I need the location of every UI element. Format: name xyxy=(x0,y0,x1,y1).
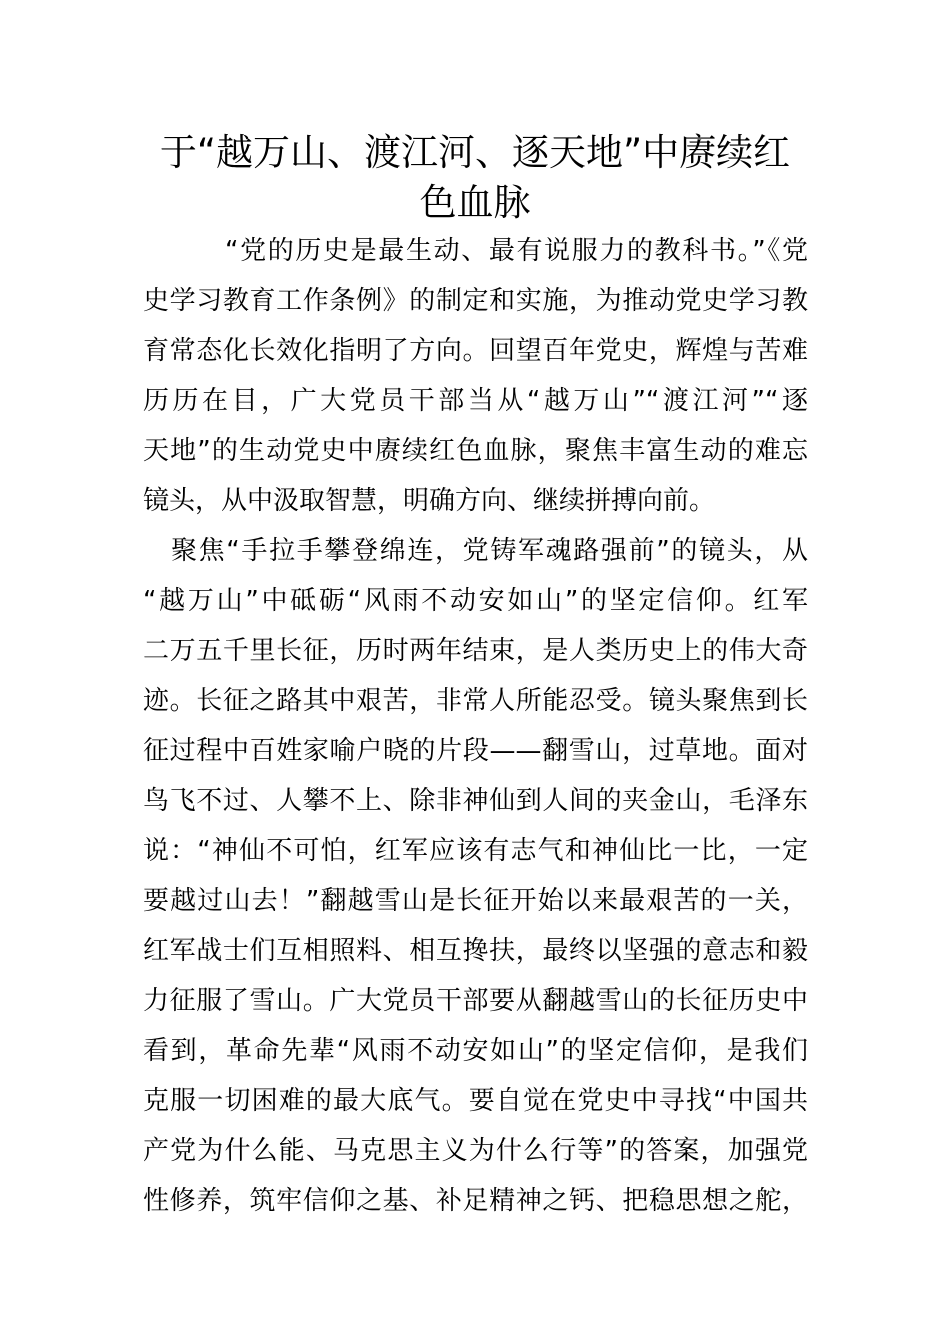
text-line: 红军战士们互相照料、相互搀扶，最终以坚强的意志和毅 xyxy=(143,936,808,966)
text-line: 二万五千里长征，历时两年结束，是人类历史上的伟大奇 xyxy=(143,636,808,666)
text-line: 克服一切困难的最大底气。要自觉在党史中寻找“中国共 xyxy=(143,1086,808,1116)
title-line: 色血脉 xyxy=(419,181,531,224)
text-line: 历历在目，广大党员干部当从“越万山”“渡江河”“逐 xyxy=(143,386,808,416)
paragraph-2 xyxy=(143,526,808,1226)
text-line: 说：“神仙不可怕，红军应该有志气和神仙比一比，一定 xyxy=(143,836,808,866)
text-line: 征过程中百姓家喻户晓的片段——翻雪山，过草地。面对 xyxy=(143,736,808,766)
text-line: 迹。长征之路其中艰苦，非常人所能忍受。镜头聚焦到长 xyxy=(143,686,808,716)
text-line: 育常态化长效化指明了方向。回望百年党史，辉煌与苦难 xyxy=(143,336,808,366)
text-line: 聚焦“手拉手攀登绵连，党铸军魂路强前”的镜头，从 xyxy=(171,536,808,566)
paragraph-1 xyxy=(143,226,808,526)
document-title xyxy=(140,128,810,228)
text-line: 鸟飞不过、人攀不上、除非神仙到人间的夹金山，毛泽东 xyxy=(143,786,808,816)
text-line: 要越过山去！”翻越雪山是长征开始以来最艰苦的一关， xyxy=(143,886,808,916)
text-line: 力征服了雪山。广大党员干部要从翻越雪山的长征历史中 xyxy=(143,986,808,1016)
text-line: 看到，革命先辈“风雨不动安如山”的坚定信仰，是我们 xyxy=(143,1036,808,1066)
text-line: 镜头，从中汲取智慧，明确方向、继续拼搏向前。 xyxy=(143,486,716,516)
text-line: “越万山”中砥砺“风雨不动安如山”的坚定信仰。红军 xyxy=(143,586,808,616)
text-line: 天地”的生动党史中赓续红色血脉，聚焦丰富生动的难忘 xyxy=(143,436,808,466)
text-line: 史学习教育工作条例》的制定和实施，为推动党史学习教 xyxy=(143,286,808,316)
text-line: 性修养，筑牢信仰之基、补足精神之钙、把稳思想之舵， xyxy=(143,1186,808,1216)
text-line: “党的历史是最生动、最有说服力的教科书。”《党 xyxy=(225,236,808,266)
text-line: 产党为什么能、马克思主义为什么行等”的答案，加强党 xyxy=(143,1136,808,1166)
document-body xyxy=(143,226,808,1226)
title-line: 于“越万山、渡江河、逐天地”中赓续红 xyxy=(159,131,791,174)
